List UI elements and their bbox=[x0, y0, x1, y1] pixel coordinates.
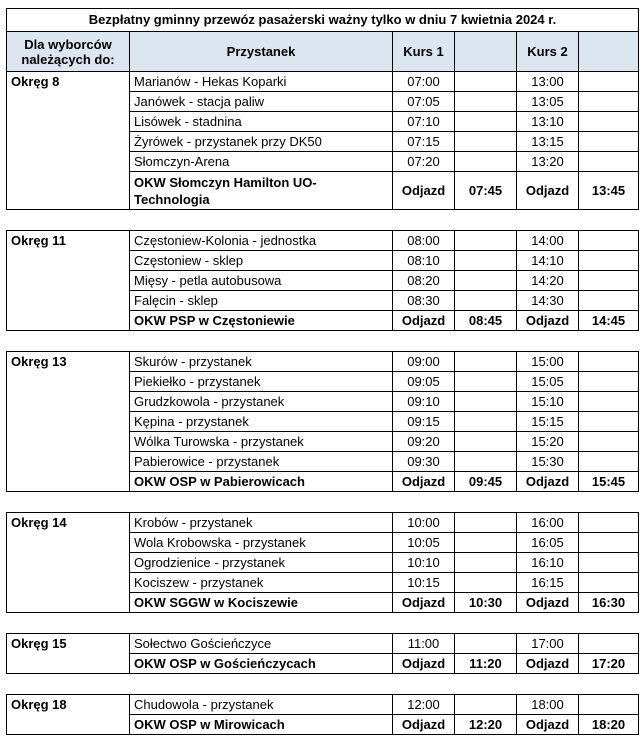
course2-blank bbox=[579, 291, 639, 311]
course1-time: 10:10 bbox=[393, 553, 455, 573]
course2-departure-label: Odjazd bbox=[517, 311, 579, 331]
course1-blank bbox=[455, 271, 517, 291]
stop-name: Mięsy - petla autobusowa bbox=[130, 271, 393, 291]
course1-departure-time: 12:20 bbox=[455, 715, 517, 735]
spacer-cell bbox=[130, 674, 393, 695]
header-course2-blank bbox=[579, 32, 639, 72]
course2-blank bbox=[579, 372, 639, 392]
course1-blank bbox=[455, 352, 517, 372]
course2-departure-label: Odjazd bbox=[517, 472, 579, 492]
course1-departure-time: 08:45 bbox=[455, 311, 517, 331]
course2-time: 15:05 bbox=[517, 372, 579, 392]
course2-blank bbox=[579, 132, 639, 152]
course2-blank bbox=[579, 513, 639, 533]
stop-name: Wola Krobowska - przystanek bbox=[130, 533, 393, 553]
course2-blank bbox=[579, 112, 639, 132]
spacer-cell bbox=[130, 331, 393, 352]
okw-name: OKW Słomczyn Hamilton UO-Technologia bbox=[130, 172, 393, 210]
course2-time: 15:20 bbox=[517, 432, 579, 452]
course1-time: 08:10 bbox=[393, 251, 455, 271]
course2-time: 14:20 bbox=[517, 271, 579, 291]
course1-time: 07:05 bbox=[393, 92, 455, 112]
stop-name: Piekiełko - przystanek bbox=[130, 372, 393, 392]
course1-departure-time: 11:20 bbox=[455, 654, 517, 674]
course1-time: 08:00 bbox=[393, 231, 455, 251]
spacer-cell bbox=[517, 613, 579, 634]
course1-blank bbox=[455, 695, 517, 715]
course1-departure-label: Odjazd bbox=[393, 715, 455, 735]
okw-name: OKW PSP w Częstoniewie bbox=[130, 311, 393, 331]
stop-name: Wólka Turowska - przystanek bbox=[130, 432, 393, 452]
course1-blank bbox=[455, 513, 517, 533]
course1-time: 09:15 bbox=[393, 412, 455, 432]
spacer-cell bbox=[455, 331, 517, 352]
spacer-cell bbox=[517, 674, 579, 695]
course1-time: 09:30 bbox=[393, 452, 455, 472]
course2-time: 13:00 bbox=[517, 72, 579, 92]
okw-name: OKW OSP w Pabierowicach bbox=[130, 472, 393, 492]
stop-row bbox=[7, 695, 639, 715]
district-spacer bbox=[7, 331, 639, 352]
header-course2: Kurs 2 bbox=[517, 32, 579, 72]
header-stop: Przystanek bbox=[130, 32, 393, 72]
stop-name: Janówek - stacja paliw bbox=[130, 92, 393, 112]
stop-name: Pabierowice - przystanek bbox=[130, 452, 393, 472]
course2-time: 16:15 bbox=[517, 573, 579, 593]
course1-time: 09:00 bbox=[393, 352, 455, 372]
course1-blank bbox=[455, 372, 517, 392]
schedule-table bbox=[6, 8, 639, 735]
header-row bbox=[7, 32, 639, 72]
course1-departure-time: 09:45 bbox=[455, 472, 517, 492]
spacer-cell bbox=[393, 613, 455, 634]
spacer-cell bbox=[7, 210, 130, 231]
district-spacer bbox=[7, 210, 639, 231]
course1-blank bbox=[455, 634, 517, 654]
spacer-cell bbox=[455, 210, 517, 231]
okw-name: OKW OSP w Mirowicach bbox=[130, 715, 393, 735]
course1-time: 08:20 bbox=[393, 271, 455, 291]
course2-time: 17:00 bbox=[517, 634, 579, 654]
course2-blank bbox=[579, 72, 639, 92]
course2-time: 18:00 bbox=[517, 695, 579, 715]
course1-blank bbox=[455, 231, 517, 251]
stop-row bbox=[7, 72, 639, 92]
schedule-sheet bbox=[6, 8, 638, 735]
spacer-cell bbox=[455, 613, 517, 634]
course1-blank bbox=[455, 112, 517, 132]
district-spacer bbox=[7, 613, 639, 634]
stop-name: Marianów - Hekas Koparki bbox=[130, 72, 393, 92]
stop-name: Chudowola - przystanek bbox=[130, 695, 393, 715]
course1-blank bbox=[455, 251, 517, 271]
header-voters: Dla wyborców należących do: bbox=[7, 32, 130, 72]
course1-time: 11:00 bbox=[393, 634, 455, 654]
spacer-cell bbox=[579, 331, 639, 352]
course1-blank bbox=[455, 553, 517, 573]
course1-blank bbox=[455, 291, 517, 311]
course2-blank bbox=[579, 392, 639, 412]
course1-time: 09:05 bbox=[393, 372, 455, 392]
spacer-cell bbox=[7, 613, 130, 634]
course2-blank bbox=[579, 573, 639, 593]
course2-blank bbox=[579, 231, 639, 251]
course2-blank bbox=[579, 152, 639, 172]
course1-blank bbox=[455, 452, 517, 472]
course1-time: 07:20 bbox=[393, 152, 455, 172]
spacer-cell bbox=[517, 492, 579, 513]
header-course1: Kurs 1 bbox=[393, 32, 455, 72]
course2-blank bbox=[579, 452, 639, 472]
stop-name: Sołectwo Gościeńczyce bbox=[130, 634, 393, 654]
stop-row bbox=[7, 513, 639, 533]
course1-time: 09:20 bbox=[393, 432, 455, 452]
spacer-cell bbox=[7, 331, 130, 352]
course1-blank bbox=[455, 573, 517, 593]
stop-name: Kępina - przystanek bbox=[130, 412, 393, 432]
stop-name: Krobów - przystanek bbox=[130, 513, 393, 533]
course1-time: 10:05 bbox=[393, 533, 455, 553]
course2-blank bbox=[579, 553, 639, 573]
course1-blank bbox=[455, 412, 517, 432]
course1-blank bbox=[455, 132, 517, 152]
stop-name: Ogrodzienice - przystanek bbox=[130, 553, 393, 573]
course2-blank bbox=[579, 92, 639, 112]
course1-blank bbox=[455, 152, 517, 172]
stop-name: Częstoniew-Kolonia - jednostka bbox=[130, 231, 393, 251]
course1-blank bbox=[455, 72, 517, 92]
course2-blank bbox=[579, 634, 639, 654]
course2-time: 15:10 bbox=[517, 392, 579, 412]
spacer-cell bbox=[579, 492, 639, 513]
spacer-cell bbox=[130, 492, 393, 513]
header-course1-blank bbox=[455, 32, 517, 72]
course1-time: 07:15 bbox=[393, 132, 455, 152]
course2-departure-time: 15:45 bbox=[579, 472, 639, 492]
course2-departure-time: 13:45 bbox=[579, 172, 639, 210]
course2-blank bbox=[579, 271, 639, 291]
course2-departure-label: Odjazd bbox=[517, 654, 579, 674]
spacer-cell bbox=[393, 331, 455, 352]
spacer-cell bbox=[7, 674, 130, 695]
course2-departure-label: Odjazd bbox=[517, 593, 579, 613]
spacer-cell bbox=[455, 492, 517, 513]
schedule-title: Bezpłatny gminny przewóz pasażerski ważny tylko w dniu 7 kwietnia 2024 r. bbox=[7, 9, 639, 32]
course2-time: 14:10 bbox=[517, 251, 579, 271]
course2-departure-label: Odjazd bbox=[517, 715, 579, 735]
course1-blank bbox=[455, 392, 517, 412]
course2-blank bbox=[579, 432, 639, 452]
course2-time: 14:30 bbox=[517, 291, 579, 311]
stop-row bbox=[7, 231, 639, 251]
course1-departure-time: 07:45 bbox=[455, 172, 517, 210]
spacer-cell bbox=[393, 210, 455, 231]
stop-row bbox=[7, 634, 639, 654]
course2-time: 16:00 bbox=[517, 513, 579, 533]
course2-time: 15:00 bbox=[517, 352, 579, 372]
stop-name: Lisówek - stadnina bbox=[130, 112, 393, 132]
course2-departure-time: 16:30 bbox=[579, 593, 639, 613]
course2-blank bbox=[579, 251, 639, 271]
spacer-cell bbox=[130, 613, 393, 634]
spacer-cell bbox=[579, 613, 639, 634]
course1-departure-label: Odjazd bbox=[393, 654, 455, 674]
course1-time: 12:00 bbox=[393, 695, 455, 715]
course1-time: 10:15 bbox=[393, 573, 455, 593]
course2-time: 13:05 bbox=[517, 92, 579, 112]
course2-time: 13:15 bbox=[517, 132, 579, 152]
course2-blank bbox=[579, 352, 639, 372]
course1-departure-label: Odjazd bbox=[393, 311, 455, 331]
district-spacer bbox=[7, 492, 639, 513]
stop-name: Słomczyn-Arena bbox=[130, 152, 393, 172]
course2-time: 13:10 bbox=[517, 112, 579, 132]
spacer-cell bbox=[130, 210, 393, 231]
okw-name: OKW SGGW w Kociszewie bbox=[130, 593, 393, 613]
course2-time: 13:20 bbox=[517, 152, 579, 172]
course1-departure-label: Odjazd bbox=[393, 593, 455, 613]
okw-name: OKW OSP w Gościeńczycach bbox=[130, 654, 393, 674]
spacer-cell bbox=[455, 674, 517, 695]
stop-name: Częstoniew - sklep bbox=[130, 251, 393, 271]
stop-name: Grudzkowola - przystanek bbox=[130, 392, 393, 412]
spacer-cell bbox=[517, 331, 579, 352]
course2-departure-time: 18:20 bbox=[579, 715, 639, 735]
course2-time: 15:30 bbox=[517, 452, 579, 472]
district-name: Okręg 13 bbox=[7, 352, 130, 492]
course1-blank bbox=[455, 432, 517, 452]
spacer-cell bbox=[393, 674, 455, 695]
stop-name: Falęcin - sklep bbox=[130, 291, 393, 311]
course2-time: 15:15 bbox=[517, 412, 579, 432]
course1-departure-time: 10:30 bbox=[455, 593, 517, 613]
course1-time: 10:00 bbox=[393, 513, 455, 533]
course1-time: 07:00 bbox=[393, 72, 455, 92]
stop-name: Kociszew - przystanek bbox=[130, 573, 393, 593]
course2-time: 16:05 bbox=[517, 533, 579, 553]
stop-row bbox=[7, 352, 639, 372]
course1-departure-label: Odjazd bbox=[393, 172, 455, 210]
district-name: Okręg 11 bbox=[7, 231, 130, 331]
spacer-cell bbox=[393, 492, 455, 513]
course2-blank bbox=[579, 412, 639, 432]
spacer-cell bbox=[7, 492, 130, 513]
course2-blank bbox=[579, 533, 639, 553]
course2-time: 16:10 bbox=[517, 553, 579, 573]
district-name: Okręg 14 bbox=[7, 513, 130, 613]
course1-blank bbox=[455, 92, 517, 112]
spacer-cell bbox=[579, 674, 639, 695]
stop-name: Skurów - przystanek bbox=[130, 352, 393, 372]
district-name: Okręg 18 bbox=[7, 695, 130, 735]
course2-time: 14:00 bbox=[517, 231, 579, 251]
course1-departure-label: Odjazd bbox=[393, 472, 455, 492]
course1-time: 09:10 bbox=[393, 392, 455, 412]
course2-departure-label: Odjazd bbox=[517, 172, 579, 210]
district-name: Okręg 15 bbox=[7, 634, 130, 674]
district-spacer bbox=[7, 674, 639, 695]
course2-departure-time: 14:45 bbox=[579, 311, 639, 331]
course2-departure-time: 17:20 bbox=[579, 654, 639, 674]
spacer-cell bbox=[517, 210, 579, 231]
course1-time: 08:30 bbox=[393, 291, 455, 311]
spacer-cell bbox=[579, 210, 639, 231]
district-name: Okręg 8 bbox=[7, 72, 130, 210]
stop-name: Żyrówek - przystanek przy DK50 bbox=[130, 132, 393, 152]
course2-blank bbox=[579, 695, 639, 715]
course1-time: 07:10 bbox=[393, 112, 455, 132]
course1-blank bbox=[455, 533, 517, 553]
title-row bbox=[7, 9, 639, 32]
